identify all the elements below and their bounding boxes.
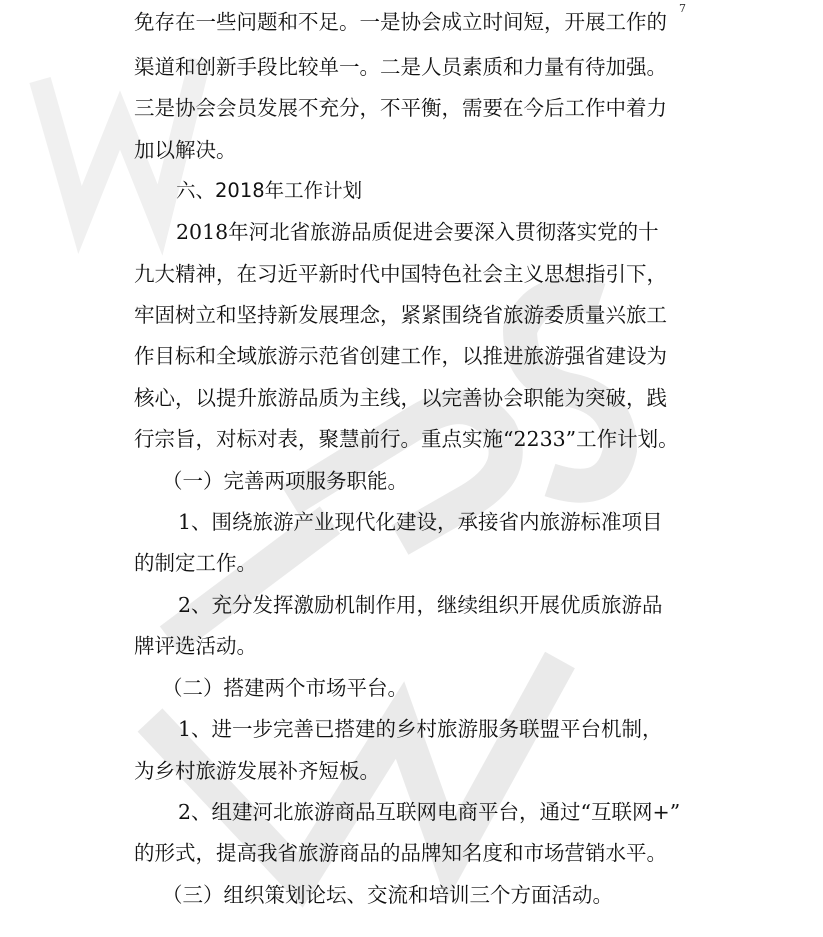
list-item: 2、组建河北旅游商品互联网电商平台，通过“互联网+” bbox=[178, 800, 681, 824]
section-heading: 六、2018年工作计划 bbox=[176, 179, 363, 202]
body-text-line: 渠道和创新手段比较单一。二是人员素质和力量有待加强。 bbox=[134, 55, 667, 79]
body-text-line: 三是协会会员发展不充分，不平衡，需要在今后工作中着力 bbox=[134, 96, 667, 120]
body-text-line: 2018年河北省旅游品质促进会要深入贯彻落实党的十 bbox=[176, 220, 659, 244]
list-item-continuation: 的形式，提高我省旅游商品的品牌知名度和市场营销水平。 bbox=[134, 841, 667, 865]
list-item-continuation: 牌评选活动。 bbox=[134, 634, 257, 658]
subsection-heading: （二）搭建两个市场平台。 bbox=[162, 676, 408, 700]
body-text-line: 作目标和全域旅游示范省创建工作，以推进旅游强省建设为 bbox=[134, 344, 667, 368]
list-item: 1、进一步完善已搭建的乡村旅游服务联盟平台机制， bbox=[178, 717, 663, 741]
body-text-line: 加以解决。 bbox=[134, 138, 237, 162]
list-item-continuation: 的制定工作。 bbox=[134, 551, 257, 575]
page-number: 7 bbox=[679, 2, 686, 15]
body-text-line: 牢固树立和坚持新发展理念，紧紧围绕省旅游委质量兴旅工 bbox=[134, 303, 667, 327]
subsection-heading: （三）组织策划论坛、交流和培训三个方面活动。 bbox=[162, 883, 613, 907]
body-text-line: 行宗旨，对标对表，聚慧前行。重点实施“2233”工作计划。 bbox=[134, 427, 679, 451]
subsection-heading: （一）完善两项服务职能。 bbox=[162, 469, 408, 493]
list-item: 2、充分发挥激励机制作用，继续组织开展优质旅游品 bbox=[178, 593, 663, 617]
list-item: 1、围绕旅游产业现代化建设，承接省内旅游标准项目 bbox=[178, 510, 663, 534]
list-item-continuation: 为乡村旅游发展补齐短板。 bbox=[134, 759, 380, 783]
body-text-line: 免存在一些问题和不足。一是协会成立时间短，开展工作的 bbox=[134, 10, 667, 34]
body-text-line: 九大精神，在习近平新时代中国特色社会主义思想指引下， bbox=[134, 262, 667, 286]
body-text-line: 核心，以提升旅游品质为主线，以完善协会职能为突破，践 bbox=[134, 386, 667, 410]
